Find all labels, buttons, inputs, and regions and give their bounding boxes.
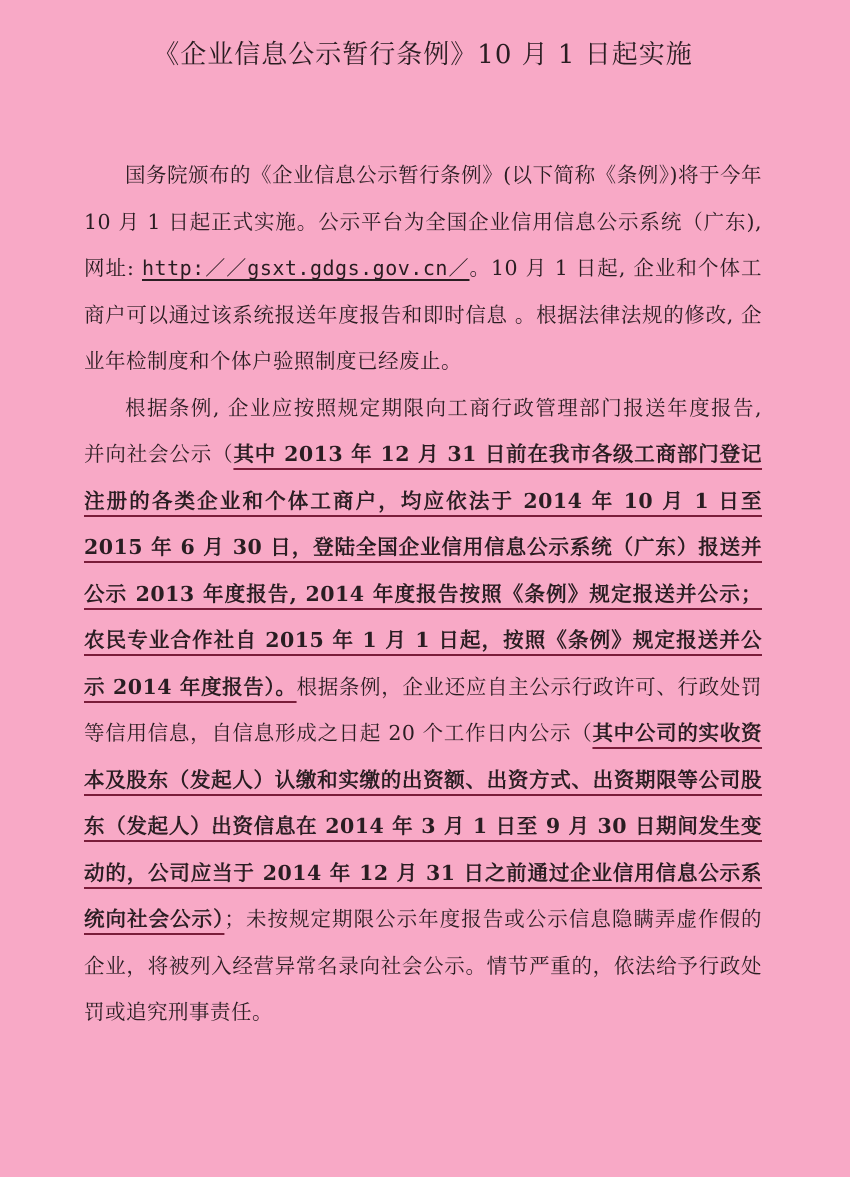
highlighted-clause-annual-report: 其中 2013 年 12 月 31 日前在我市各级工商部门登记注册的各类企业和个体工商户，均应依法于 2014 年 10 月 1 日至 2015 年 6 月 30 日，登陆全国企业信用信息公示系统（广东）报送并公示 2013 年度报告, 2014 年度报告按照《条例》规定报送并公示；农民专业合作社自 2015 年 1 月 1 日起，按照《条例》规定报送并公示 2014 年度报告）。 [84, 442, 763, 699]
highlighted-clause-capital-info: 其中公司的实收资本及股东（发起人）认缴和实缴的出资额、出资方式、出资期限等公司股东（发起人）出资信息在 2014 年 3 月 1 日至 9 月 30 日期间发生变动的，公司应当于 2014 年 12 月 31 日之前通过企业信用信息公示系统向社会公示） [84, 721, 763, 931]
paragraph-2-text-middle: 根据条例，企业还应自主公示行政许可、行政处罚等信用信息，自信息形成之日起 20 个工作日内公示（ [84, 674, 762, 745]
document-title: 《企业信息公示暂行条例》10 月 1 日起实施 [153, 40, 693, 70]
paragraph-1-text: 国务院颁布的《企业信息公示暂行条例》(以下简称《条例》)将于今年 10 月 1 日起正式实施。公示平台为全国企业信用信息公示系统（广东), 网址: [84, 163, 762, 280]
paragraph-2-text-end: ；未按规定期限公示年度报告或公示信息隐瞒弄虚作假的企业，将被列入经营异常名录向社会公示。情节严重的，依法给予行政处罚或追究刑事责任。 [84, 907, 763, 1024]
paragraph-2 [84, 385, 762, 1036]
paragraph-1-text-end: 。10 月 1 日起, 企业和个体工商户可以通过该系统报送年度报告和即时信息 。根据法律法规的修改, 企业年检制度和个体户验照制度已经废止。 [84, 256, 762, 373]
document-body [84, 152, 762, 1036]
paragraph-1 [84, 152, 762, 385]
website-url: http:／／gsxt.gdgs.gov.cn／ [142, 256, 470, 280]
paragraph-2-text-start: 根据条例, 企业应按照规定期限向工商行政管理部门报送年度报告, 并向社会公示（ [84, 395, 762, 466]
